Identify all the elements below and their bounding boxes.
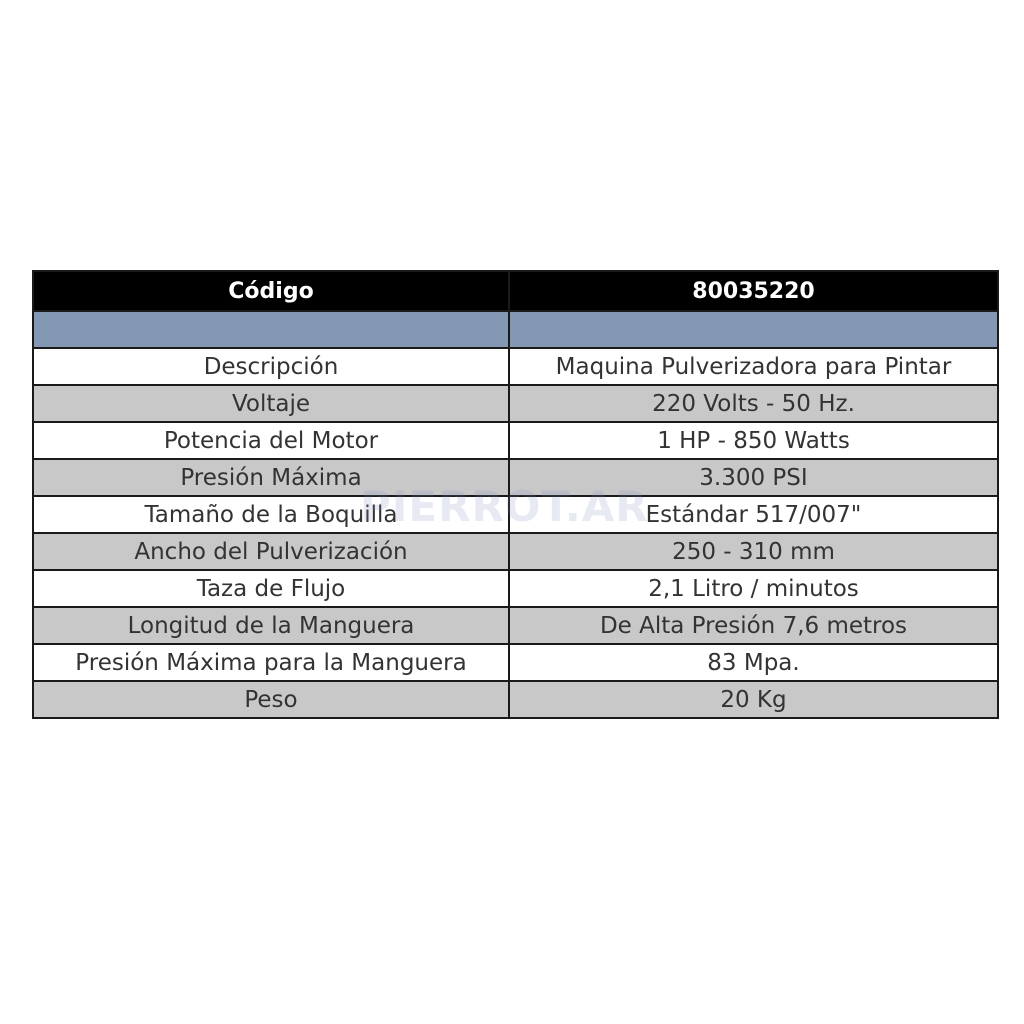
row-value: 1 HP - 850 Watts bbox=[509, 422, 998, 459]
row-label: Presión Máxima para la Manguera bbox=[33, 644, 509, 681]
row-label: Taza de Flujo bbox=[33, 570, 509, 607]
row-value: 20 Kg bbox=[509, 681, 998, 718]
table-header-row bbox=[33, 271, 998, 311]
row-label: Potencia del Motor bbox=[33, 422, 509, 459]
table-row bbox=[33, 570, 998, 607]
table-row bbox=[33, 422, 998, 459]
row-label: Peso bbox=[33, 681, 509, 718]
row-label: Voltaje bbox=[33, 385, 509, 422]
header-label: Código bbox=[33, 271, 509, 311]
row-value: 2,1 Litro / minutos bbox=[509, 570, 998, 607]
row-value: 3.300 PSI bbox=[509, 459, 998, 496]
table-row bbox=[33, 459, 998, 496]
table-row bbox=[33, 644, 998, 681]
header-value: 80035220 bbox=[509, 271, 998, 311]
table-row bbox=[33, 496, 998, 533]
row-value: Maquina Pulverizadora para Pintar bbox=[509, 348, 998, 385]
row-value: 83 Mpa. bbox=[509, 644, 998, 681]
row-label: Ancho del Pulverización bbox=[33, 533, 509, 570]
row-label: Descripción bbox=[33, 348, 509, 385]
table-row bbox=[33, 348, 998, 385]
row-label: Longitud de la Manguera bbox=[33, 607, 509, 644]
table-row bbox=[33, 533, 998, 570]
table-band-row bbox=[33, 311, 998, 348]
row-value: 250 - 310 mm bbox=[509, 533, 998, 570]
band-cell-right bbox=[509, 311, 998, 348]
spec-table bbox=[32, 270, 999, 719]
band-cell-left bbox=[33, 311, 509, 348]
row-value: Estándar 517/007" bbox=[509, 496, 998, 533]
table-row bbox=[33, 607, 998, 644]
table-row bbox=[33, 385, 998, 422]
row-value: De Alta Presión 7,6 metros bbox=[509, 607, 998, 644]
row-value: 220 Volts - 50 Hz. bbox=[509, 385, 998, 422]
row-label: Presión Máxima bbox=[33, 459, 509, 496]
row-label: Tamaño de la Boquilla bbox=[33, 496, 509, 533]
table-row bbox=[33, 681, 998, 718]
